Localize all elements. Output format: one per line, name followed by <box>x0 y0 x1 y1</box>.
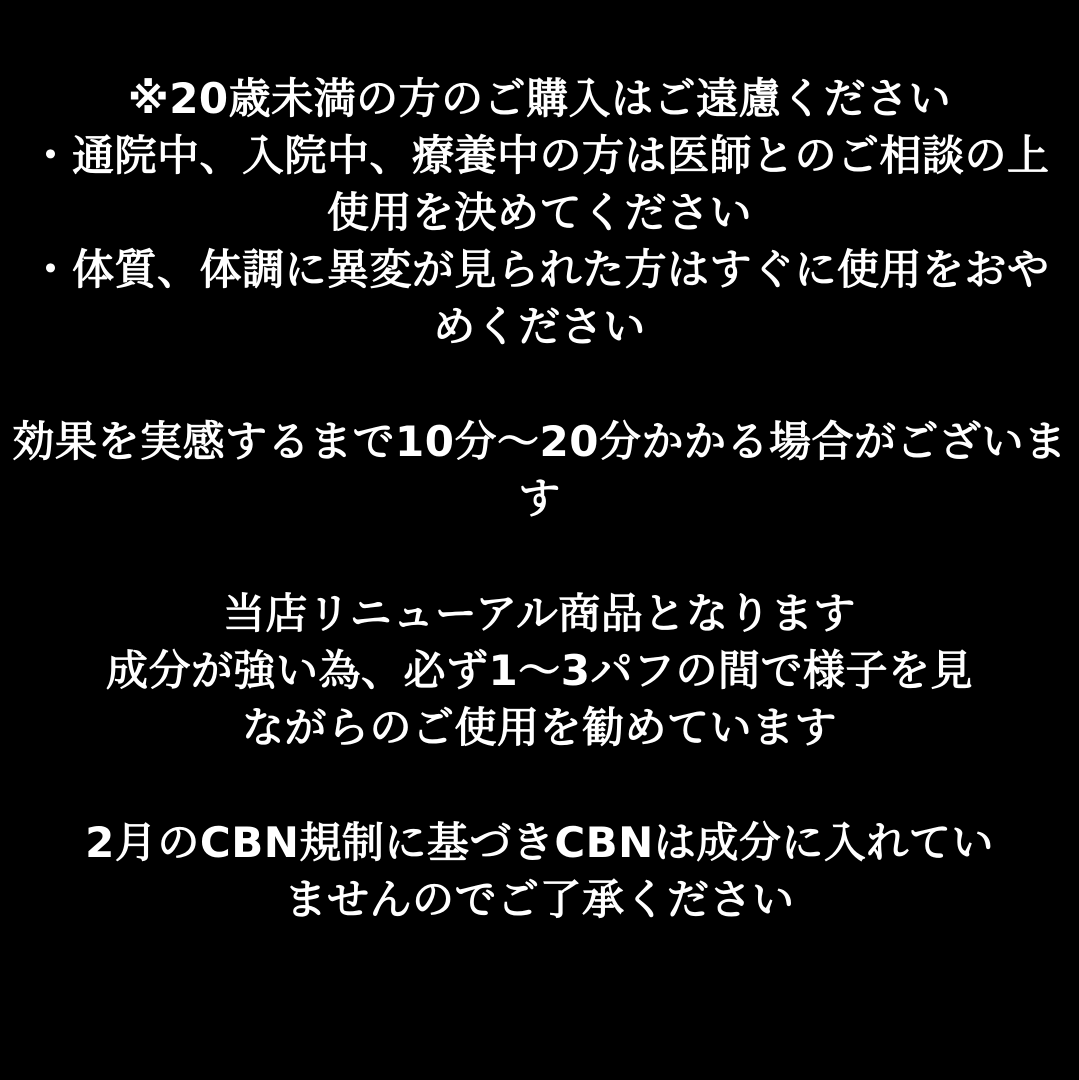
text-line: ・通院中、入院中、療養中の方は医師とのご相談の上 <box>29 131 1050 180</box>
paragraph <box>0 413 1079 527</box>
text-line: す <box>518 474 561 523</box>
text-line: 成分が強い為、必ず1〜3パフの間で様子を見 <box>106 646 973 695</box>
text-line: ・体質、体調に異変が見られた方はすぐに使用をおや <box>29 245 1050 294</box>
paragraph <box>0 814 1079 928</box>
text-line: 2月のCBN規制に基づきCBNは成分に入れてい <box>85 818 994 867</box>
text-line: 効果を実感するまで10分〜20分かかる場合がございま <box>12 417 1067 466</box>
text-line: ※20歳未満の方のご購入はご遠慮ください <box>127 74 952 123</box>
text-line: 当店リニューアル商品となります <box>223 589 856 638</box>
text-line: 使用を決めてください <box>326 188 752 237</box>
paragraph <box>0 70 1079 355</box>
text-line: ませんのでご了承ください <box>284 875 795 924</box>
text-line: ながらのご使用を勧めています <box>241 703 837 752</box>
paragraph <box>0 585 1079 756</box>
text-line: めください <box>433 302 646 351</box>
